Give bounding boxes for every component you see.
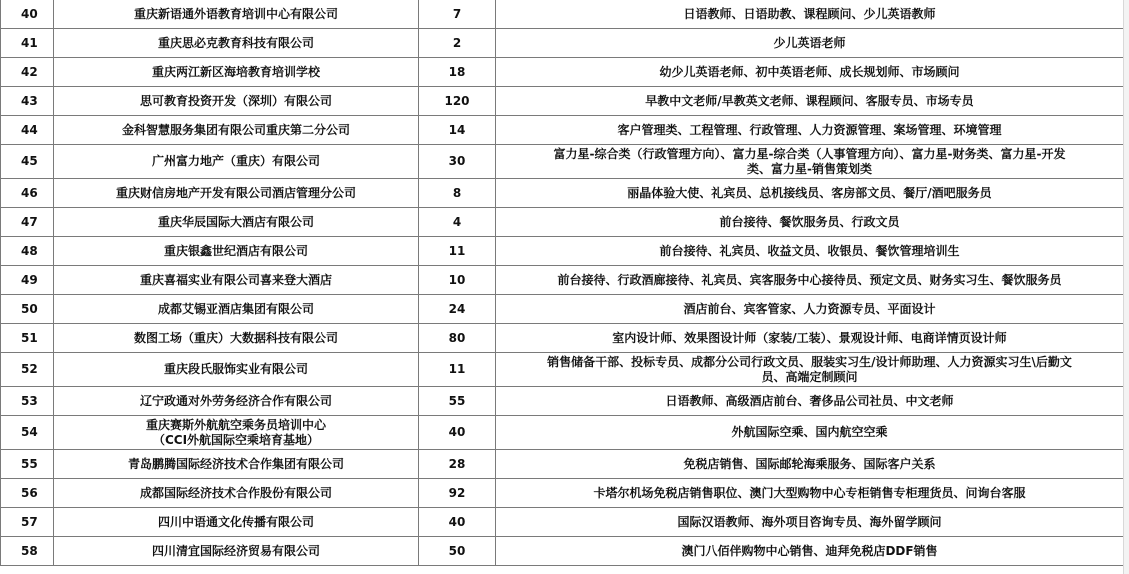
table-row (1, 479, 1124, 508)
company-name-cell[interactable] (54, 295, 419, 324)
positions-cell[interactable] (496, 537, 1124, 566)
positions-cell[interactable] (496, 237, 1124, 266)
company-name-cell[interactable] (54, 237, 419, 266)
headcount-cell[interactable]: 55 (419, 387, 496, 416)
company-name-line: 青岛鹏腾国际经济技术合作集团有限公司 (127, 456, 344, 471)
table-row (1, 0, 1124, 29)
company-name-cell[interactable] (54, 58, 419, 87)
positions-cell[interactable] (496, 87, 1124, 116)
company-name-line: 数图工场（重庆）大数据科技有限公司 (133, 330, 338, 345)
table-row (1, 324, 1124, 353)
positions-line: 澳门八佰伴购物中心销售、迪拜免税店DDF销售 (681, 543, 938, 558)
company-name-cell[interactable] (54, 479, 419, 508)
company-name-line: 重庆思必克教育科技有限公司 (157, 35, 314, 50)
headcount-cell[interactable]: 40 (419, 508, 496, 537)
company-name-line: 四川中语通文化传播有限公司 (157, 514, 314, 529)
company-name-cell[interactable] (54, 208, 419, 237)
table-row (1, 508, 1124, 537)
table-row (1, 208, 1124, 237)
positions-cell[interactable] (496, 29, 1124, 58)
row-number-cell[interactable]: 49 (1, 266, 54, 295)
company-name-cell[interactable] (54, 324, 419, 353)
row-number-cell[interactable]: 47 (1, 208, 54, 237)
row-number-cell[interactable]: 44 (1, 116, 54, 145)
positions-cell[interactable] (496, 58, 1124, 87)
positions-cell[interactable] (496, 508, 1124, 537)
headcount-cell[interactable]: 7 (419, 0, 496, 29)
company-name-cell[interactable] (54, 387, 419, 416)
row-number-cell[interactable]: 40 (1, 0, 54, 29)
row-number-cell[interactable]: 41 (1, 29, 54, 58)
positions-line: 国际汉语教师、海外项目咨询专员、海外留学顾问 (677, 514, 942, 529)
table-row (1, 266, 1124, 295)
company-name-line: 四川清宜国际经济贸易有限公司 (151, 543, 320, 558)
company-name-line: 广州富力地产（重庆）有限公司 (151, 154, 320, 168)
headcount-cell[interactable]: 80 (419, 324, 496, 353)
headcount-cell[interactable]: 50 (419, 537, 496, 566)
row-number-cell[interactable]: 51 (1, 324, 54, 353)
table-row (1, 237, 1124, 266)
positions-line: 前台接待、行政酒廊接待、礼宾员、宾客服务中心接待员、预定文员、财务实习生、餐饮服务员 (557, 272, 1062, 287)
company-name-cell[interactable] (54, 179, 419, 208)
company-name-line: 重庆新语通外语教育培训中心有限公司 (133, 6, 338, 21)
table-row (1, 416, 1124, 450)
company-name-cell[interactable] (54, 29, 419, 58)
row-number-cell[interactable]: 57 (1, 508, 54, 537)
table-row (1, 537, 1124, 566)
positions-line: 酒店前台、宾客管家、人力资源专员、平面设计 (683, 301, 936, 316)
company-name-line: 思可教育投资开发（深圳）有限公司 (139, 93, 332, 108)
row-number-cell[interactable]: 53 (1, 387, 54, 416)
row-number-cell[interactable]: 54 (1, 416, 54, 450)
company-name-cell[interactable] (54, 266, 419, 295)
headcount-cell[interactable]: 11 (419, 237, 496, 266)
table-row (1, 387, 1124, 416)
positions-line: 客户管理类、工程管理、行政管理、人力资源管理、案场管理、环境管理 (617, 122, 1002, 137)
company-name-line: 重庆段氏服饰实业有限公司 (163, 362, 308, 376)
company-name-cell[interactable] (54, 508, 419, 537)
company-name-cell[interactable] (54, 145, 419, 179)
positions-cell[interactable] (496, 116, 1124, 145)
table-row (1, 116, 1124, 145)
company-name-cell[interactable] (54, 116, 419, 145)
positions-line: 销售储备干部、投标专员、成都分公司行政文员、服装实习生/设计师助理、人力资源实习生\后勤文 (547, 354, 1072, 369)
positions-line: 室内设计师、效果图设计师（家装/工装）、景观设计师、电商详情页设计师 (612, 330, 1007, 345)
company-name-cell[interactable] (54, 87, 419, 116)
headcount-cell[interactable]: 28 (419, 450, 496, 479)
table-row (1, 179, 1124, 208)
row-number-cell[interactable]: 55 (1, 450, 54, 479)
company-name-line: 重庆财信房地产开发有限公司酒店管理分公司 (115, 185, 356, 200)
company-name-line: 成都艾锡亚酒店集团有限公司 (157, 301, 314, 316)
positions-line: 少儿英语老师 (773, 35, 846, 50)
positions-cell[interactable] (496, 145, 1124, 179)
positions-cell[interactable] (496, 387, 1124, 416)
positions-line: 类、富力星-销售策划类 (747, 161, 872, 176)
positions-cell[interactable] (496, 450, 1124, 479)
positions-line: 富力星-综合类（行政管理方向）、富力星-综合类（人事管理方向）、富力星-财务类、富力星-开发 (553, 146, 1066, 161)
headcount-cell[interactable]: 120 (419, 87, 496, 116)
headcount-cell[interactable]: 14 (419, 116, 496, 145)
positions-line: 幼少儿英语老师、初中英语老师、成长规划师、市场顾问 (659, 64, 960, 79)
company-name-line: 重庆喜福实业有限公司喜来登大酒店 (139, 272, 332, 287)
positions-cell[interactable] (496, 353, 1124, 387)
positions-line: 卡塔尔机场免税店销售职位、澳门大型购物中心专柜销售专柜理货员、问询台客服 (593, 485, 1026, 500)
headcount-cell[interactable]: 4 (419, 208, 496, 237)
row-number-cell[interactable]: 52 (1, 353, 54, 387)
table-row (1, 87, 1124, 116)
row-number-cell[interactable]: 42 (1, 58, 54, 87)
table-row (1, 145, 1124, 179)
headcount-cell[interactable]: 40 (419, 416, 496, 450)
positions-line: 员、高端定制顾问 (761, 369, 858, 384)
company-name-cell[interactable] (54, 450, 419, 479)
table-row (1, 58, 1124, 87)
row-number-cell[interactable]: 56 (1, 479, 54, 508)
table-row (1, 29, 1124, 58)
company-name-line: 辽宁政通对外劳务经济合作有限公司 (139, 393, 332, 408)
positions-line: 免税店销售、国际邮轮海乘服务、国际客户关系 (683, 456, 936, 471)
positions-line: 丽晶体验大使、礼宾员、总机接线员、客房部文员、餐厅/酒吧服务员 (627, 185, 992, 200)
row-number-cell[interactable]: 46 (1, 179, 54, 208)
positions-line: 早教中文老师/早教英文老师、课程顾问、客服专员、市场专员 (645, 93, 974, 108)
positions-line: 日语教师、高级酒店前台、奢侈品公司社员、中文老师 (665, 393, 954, 408)
row-number-cell[interactable]: 43 (1, 87, 54, 116)
headcount-cell[interactable]: 2 (419, 29, 496, 58)
positions-cell[interactable] (496, 266, 1124, 295)
positions-line: 日语教师、日语助教、课程顾问、少儿英语教师 (683, 6, 936, 21)
company-name-line: 重庆两江新区海培教育培训学校 (151, 64, 320, 79)
company-name-cell[interactable] (54, 0, 419, 29)
headcount-cell[interactable]: 30 (419, 145, 496, 179)
company-name-line: 成都国际经济技术合作股份有限公司 (139, 485, 332, 500)
positions-cell[interactable] (496, 479, 1124, 508)
headcount-cell[interactable]: 10 (419, 266, 496, 295)
company-name-line: （CCI外航国际空乘培育基地） (152, 432, 320, 447)
company-name-line: 重庆银鑫世纪酒店有限公司 (163, 243, 308, 258)
positions-cell[interactable] (496, 416, 1124, 450)
positions-line: 外航国际空乘、国内航空空乘 (731, 425, 888, 439)
headcount-cell[interactable]: 92 (419, 479, 496, 508)
table-row (1, 295, 1124, 324)
company-name-cell[interactable] (54, 416, 419, 450)
company-name-line: 金科智慧服务集团有限公司重庆第二分公司 (121, 122, 350, 137)
right-edge-strip (1123, 0, 1129, 574)
positions-cell[interactable] (496, 179, 1124, 208)
table-row (1, 450, 1124, 479)
table-row (1, 353, 1124, 387)
row-number-cell[interactable]: 45 (1, 145, 54, 179)
row-number-cell[interactable]: 48 (1, 237, 54, 266)
positions-cell[interactable] (496, 324, 1124, 353)
headcount-cell[interactable]: 24 (419, 295, 496, 324)
positions-cell[interactable] (496, 208, 1124, 237)
positions-cell[interactable] (496, 295, 1124, 324)
positions-cell[interactable] (496, 0, 1124, 29)
positions-line: 前台接待、礼宾员、收益文员、收银员、餐饮管理培训生 (659, 243, 960, 258)
headcount-cell[interactable]: 8 (419, 179, 496, 208)
row-number-cell[interactable]: 50 (1, 295, 54, 324)
company-name-cell[interactable] (54, 353, 419, 387)
row-number-cell[interactable]: 58 (1, 537, 54, 566)
company-name-line: 重庆华辰国际大酒店有限公司 (157, 214, 314, 229)
company-name-line: 重庆赛斯外航航空乘务员培训中心 (145, 417, 326, 432)
headcount-cell[interactable]: 11 (419, 353, 496, 387)
table-body (1, 0, 1124, 566)
positions-line: 前台接待、餐饮服务员、行政文员 (719, 214, 900, 229)
headcount-cell[interactable]: 18 (419, 58, 496, 87)
company-name-cell[interactable] (54, 537, 419, 566)
